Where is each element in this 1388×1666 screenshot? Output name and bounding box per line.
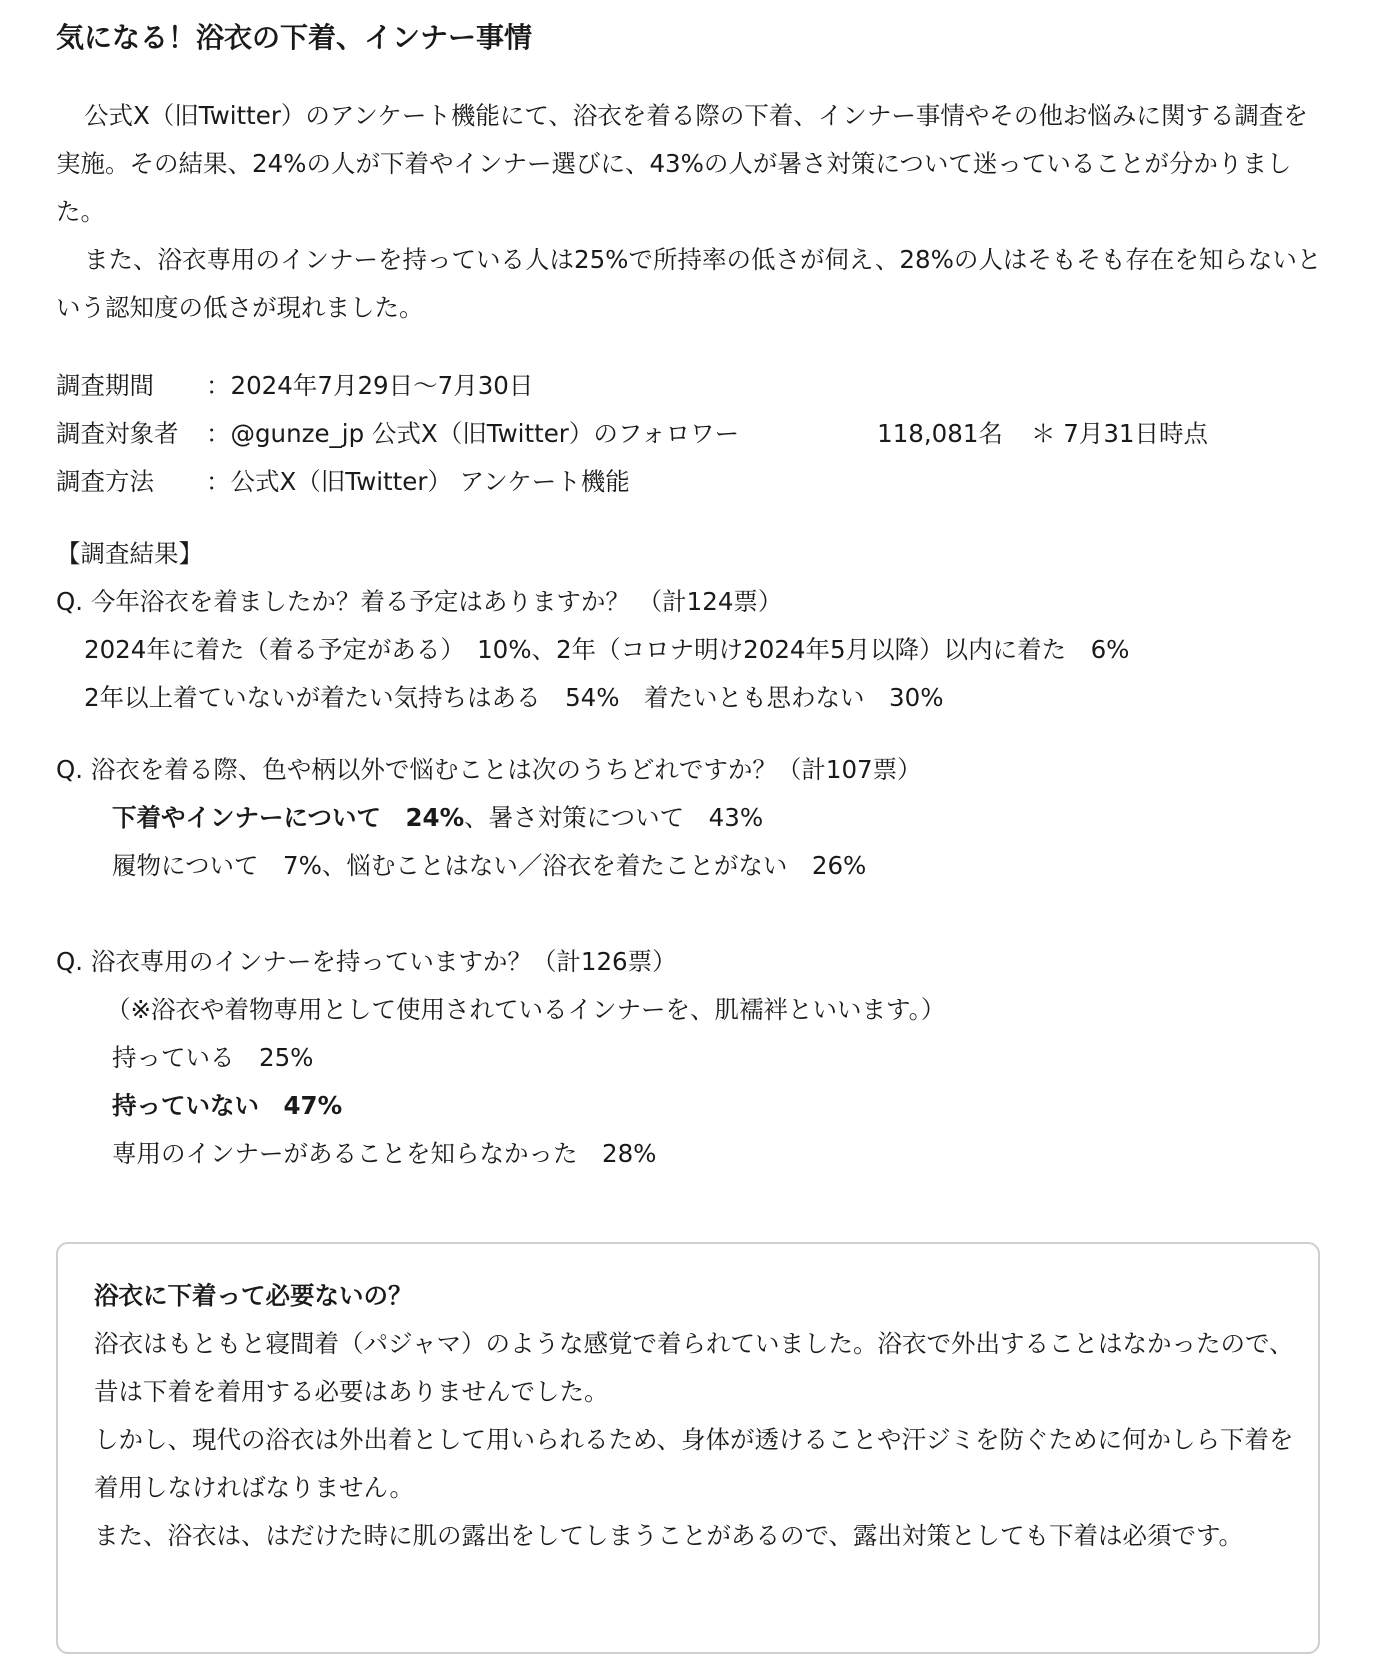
q3-option-1: 持っている 25% <box>112 1043 314 1072</box>
survey-target-value: ：@gunze_jp 公式X（旧Twitter）のフォロワー <box>206 419 740 448</box>
intro-section <box>56 92 1326 332</box>
info-box-content <box>94 1272 1294 1560</box>
page-title: 気になる！浴衣の下着、インナー事情 <box>56 21 533 54</box>
intro-paragraph-2: また、浴衣専用のインナーを持っている人は25%で所持率の低さが伺え、28%の人はそもそも存在を知らないという認知度の低さが現れました。 <box>56 245 1322 322</box>
survey-method-label: 調査方法 <box>56 467 154 496</box>
results-heading: 【調査結果】 <box>56 539 203 568</box>
q1-answer-line-1: 2024年に着た（着る予定がある） 10%、2年（コロナ明け2024年5月以降）以内に着た 6% <box>84 635 1130 664</box>
q2-answer-rest: 、暑さ対策について 43% <box>464 803 764 832</box>
info-box-title: 浴衣に下着って必要ないの？ <box>94 1281 413 1310</box>
survey-target-count: 118,081名 <box>877 419 1003 448</box>
survey-period-row <box>56 362 1208 410</box>
survey-target-note: ＊ 7月31日時点 <box>1030 419 1208 448</box>
q2-answer-line-1 <box>56 794 1129 842</box>
info-box <box>56 1242 1320 1654</box>
q3-note: （※浴衣や着物専用として使用されているインナーを、肌襦袢といいます。） <box>106 995 946 1024</box>
q2-answer-line-2: 履物について 7%、悩むことはない／浴衣を着たことがない 26% <box>112 851 867 880</box>
info-box-paragraph-3: また、浴衣は、はだけた時に肌の露出をしてしまうことがあるので、露出対策としても下着は必須です。 <box>94 1521 1244 1550</box>
q2-highlight: 下着やインナーについて 24% <box>112 803 465 832</box>
q1-question: Q. 今年浴衣を着ましたか？着る予定はありますか？ （計124票） <box>56 587 783 616</box>
survey-results <box>56 530 1129 1178</box>
survey-method-row <box>56 458 1208 506</box>
q3-option-3: 専用のインナーがあることを知らなかった 28% <box>112 1139 657 1168</box>
survey-info <box>56 362 1208 506</box>
q3-option-2: 持っていない 47% <box>112 1091 343 1120</box>
q3-question: Q. 浴衣専用のインナーを持っていますか？（計126票） <box>56 947 677 976</box>
survey-target-label: 調査対象者 <box>56 419 179 448</box>
info-box-paragraph-2: しかし、現代の浴衣は外出着として用いられるため、身体が透けることや汗ジミを防ぐために何かしら下着を着用しなければなりません。 <box>94 1425 1294 1502</box>
survey-period-value: ：2024年7月29日〜7月30日 <box>206 371 534 400</box>
q2-question: Q. 浴衣を着る際、色や柄以外で悩むことは次のうちどれですか？（計107票） <box>56 755 922 784</box>
info-box-paragraph-1: 浴衣はもともと寝間着（パジャマ）のような感覚で着られていました。浴衣で外出することはなかったので、昔は下着を着用する必要はありませんでした。 <box>94 1329 1294 1406</box>
survey-method-value: ：公式X（旧Twitter） アンケート機能 <box>206 467 630 496</box>
survey-target-row <box>56 410 1208 458</box>
q1-answer-line-2: 2年以上着ていないが着たい気持ちはある 54% 着たいとも思わない 30% <box>84 683 944 712</box>
survey-period-label: 調査期間 <box>56 371 154 400</box>
intro-paragraph-1: 公式X（旧Twitter）のアンケート機能にて、浴衣を着る際の下着、インナー事情やその他お悩みに関する調査を実施。その結果、24%の人が下着やインナー選びに、43%の人が暑さ対策について迷っていることが分かりました。 <box>56 101 1308 226</box>
